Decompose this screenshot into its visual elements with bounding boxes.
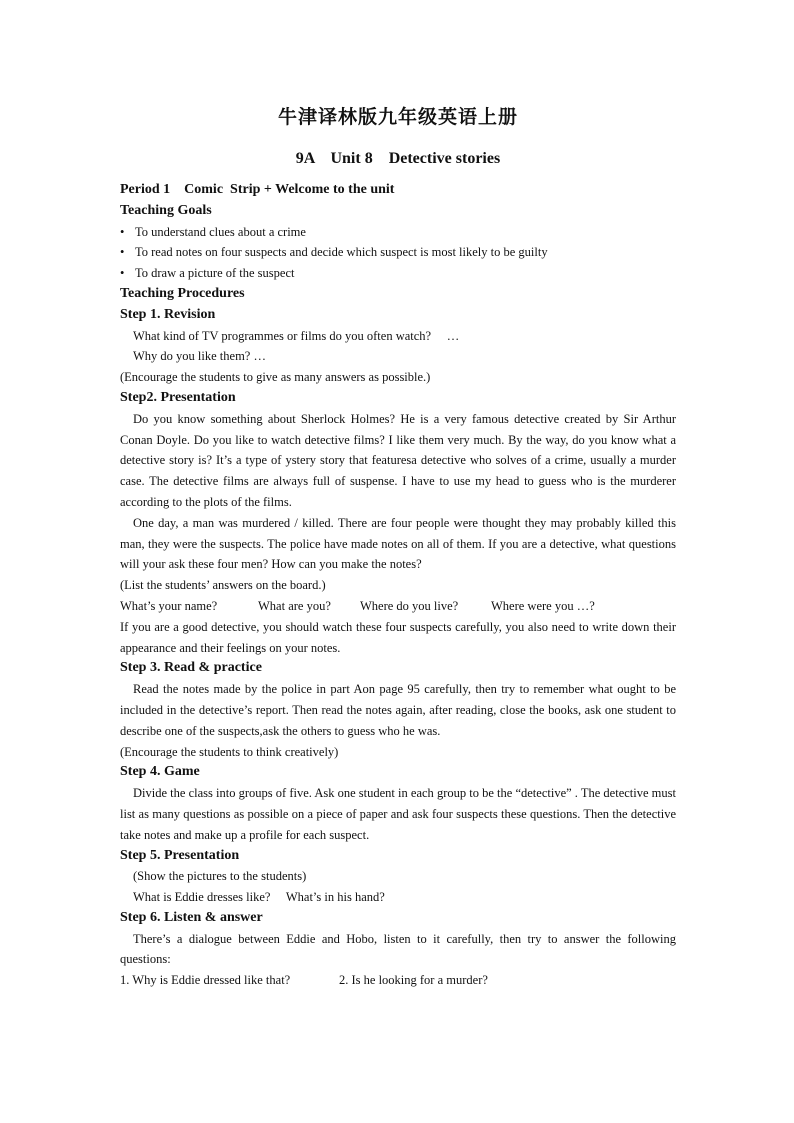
goal-item [120,263,676,284]
bullet-icon: • [120,245,125,260]
document-title: 牛津译林版九年级英语上册 [277,107,518,128]
step5-line: What is Eddie dresses like? What’s in his hand? [133,890,385,905]
goal-text: To draw a picture of the suspect [135,266,295,281]
step2-question-row [120,596,676,617]
bullet-icon: • [120,266,125,281]
goal-text: To understand clues about a crime [135,224,306,239]
step3-note: (Encourage the students to think creatively) [120,744,339,759]
question-item: Where do you live? [360,598,459,613]
question-item: What are you? [258,598,331,613]
step4-paragraph: Divide the class into groups of five. Ask one student in each group to be the “detective” . The detective must list as many questions as possible on a piece of paper and ask four suspects these questions. Then the detective take notes and make up a profile for each suspect. [120,786,676,842]
step2-paragraph: If you are a good detective, you should watch these four suspects carefully, you also need to write down their appearance and their feelings on your notes. [120,619,676,655]
step1-question: What kind of TV programmes or films do you often watch? … [133,328,460,343]
step2-note: (List the students’ answers on the board.) [120,578,326,593]
step3-heading: Step 3. Read & practice [120,660,262,676]
question-item: What’s your name? [120,598,218,613]
question-item: 2. Is he looking for a murder? [339,973,488,988]
step3-paragraph: Read the notes made by the police in part Aon page 95 carefully, then try to remember what ought to be included in the detective’s report. Then read the notes again, after reading, close the books, ask one student to describe one of the suspects,ask the others to guess who he was. [120,682,676,738]
step4-heading: Step 4. Game [120,764,200,780]
question-item: 1. Why is Eddie dressed like that? [120,973,291,988]
step2-heading: Step2. Presentation [120,389,236,405]
step1-note: (Encourage the students to give as many answers as possible.) [120,370,431,385]
question-item: Where were you …? [491,598,595,613]
goal-text: To read notes on four suspects and decide which suspect is most likely to be guilty [135,245,548,260]
goals-heading: Teaching Goals [120,202,212,218]
step5-line: (Show the pictures to the students) [133,869,307,884]
step6-paragraph: There’s a dialogue between Eddie and Hobo, listen to it carefully, then try to answer the following questions: [120,931,676,967]
procedures-heading: Teaching Procedures [120,285,245,301]
step1-question: Why do you like them? … [133,349,266,364]
unit-title: 9A Unit 8 Detective stories [295,150,501,167]
step5-heading: Step 5. Presentation [120,847,240,863]
step6-heading: Step 6. Listen & answer [120,909,263,925]
period-heading: Period 1 Comic Strip + Welcome to the unit [120,182,395,197]
step2-paragraph: Do you know something about Sherlock Holmes? He is a very famous detective created by Sir Arthur Conan Doyle. Do you like to watch detective films? I like them very much. By the way, do you know what a detective story is? It’s a type of ystery story that featuresa detective who solves of a crime, usually a murder case. The detective films are always full of suspense. I have to use my head to guess who is the murderer according to the plots of the films. [120,411,676,509]
step2-paragraph: One day, a man was murdered / killed. There are four people were thought they may probably killed this man, they were the suspects. The police have made notes on all of them. If you are a detective, what questions will your ask these four men? How can you make the notes? [120,515,676,572]
step1-heading: Step 1. Revision [120,306,216,322]
bullet-icon: • [120,224,125,239]
step6-question-row [120,970,676,991]
goal-item [120,242,676,263]
document-page [120,104,676,991]
goal-item [120,222,676,243]
